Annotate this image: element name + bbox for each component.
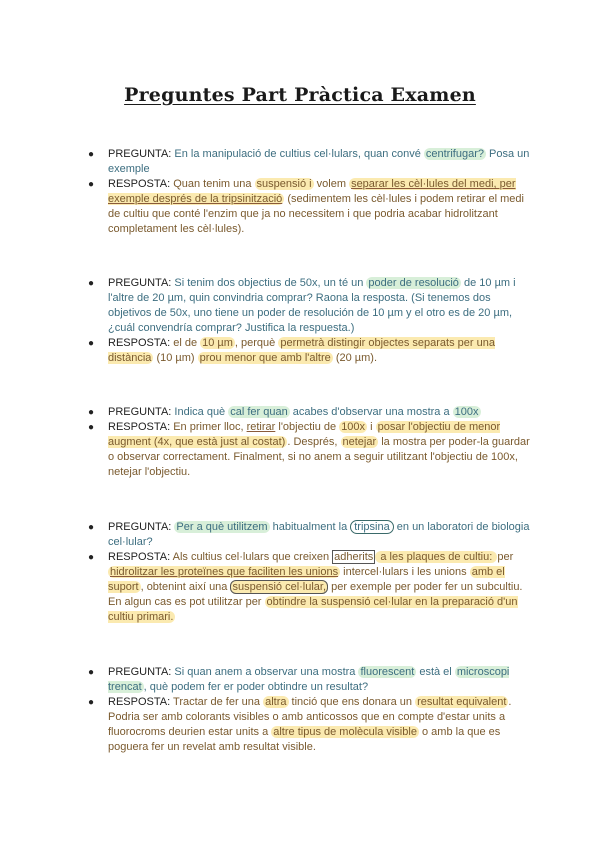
answer-item: [0, 177, 600, 237]
question-label: PREGUNTA:: [108, 521, 172, 533]
answer-segment: 100x: [341, 421, 366, 433]
answer-segment: altre tipus de molècula visible: [273, 726, 417, 738]
answer-segment: Als cultius cel·lulars que creixen: [170, 551, 333, 563]
bullet-icon: ●: [88, 667, 95, 678]
question-segment: Indica què: [171, 406, 229, 418]
answer-segment: permetrà distingir objectes separats per una distància: [108, 337, 495, 364]
answer-item: [0, 336, 600, 366]
answer-segment: l'objectiu de: [275, 421, 340, 433]
question-text: [108, 520, 529, 548]
page-title: Preguntes Part Pràctica Examen: [124, 84, 476, 106]
bullet-icon: ●: [88, 422, 95, 433]
answer-segment: suspensió i: [256, 178, 312, 190]
answer-segment: En primer lloc,: [170, 421, 247, 433]
answer-segment: separar les cèl·lules del medi, per exemple després de la tripsinització: [108, 178, 516, 205]
qa-block-4: [0, 520, 600, 625]
answer-segment: 10 µm: [202, 337, 233, 349]
question-label: PREGUNTA:: [108, 666, 172, 678]
answer-segment: tinció que ens donara un: [288, 696, 416, 708]
question-item: [0, 147, 600, 177]
answer-segment: (sedimentem les cèl·lules i podem retirar el medi de cultiu que conté l'enzim que ja no necessitem i que podria acabar hidrolitzant completament les cèl·lules).: [108, 193, 524, 235]
question-segment: està el: [416, 666, 455, 678]
answer-segment: hidrolitzar les proteïnes que faciliten les unions: [110, 566, 339, 578]
bullet-icon: ●: [88, 278, 95, 289]
answer-segment: retirar: [246, 421, 276, 433]
answer-segment: resultat equivalent: [417, 696, 507, 708]
answer-segment: . Després,: [287, 436, 341, 448]
qa-block-2: [0, 276, 600, 366]
question-item: [0, 665, 600, 695]
question-segment: En la manipulació de cultius cel·lulars, quan convé: [171, 148, 424, 160]
question-segment: Per a què utilitzem: [176, 521, 268, 533]
question-segment: microscopi trencat: [108, 666, 510, 693]
answer-text: [108, 421, 530, 478]
answer-segment: a les plaques de cultiu:: [377, 551, 496, 563]
answer-segment: (10 µm): [153, 352, 198, 364]
answer-label: RESPOSTA:: [108, 551, 171, 563]
answer-item: [0, 695, 600, 755]
answer-item: [0, 420, 600, 480]
bullet-icon: ●: [88, 149, 95, 160]
answer-segment: adherits: [334, 551, 374, 563]
question-segment: centrifugar?: [425, 148, 484, 160]
qa-block-5: [0, 665, 600, 755]
question-text: [171, 406, 480, 418]
bullet-icon: ●: [88, 407, 95, 418]
answer-segment: posar l'objectiu de menor augment (4x, que està just al costat): [108, 421, 501, 448]
bullet-icon: ●: [88, 179, 95, 190]
qa-block-1: [0, 147, 600, 237]
bullet-icon: ●: [88, 522, 95, 533]
question-segment: poder de resolució: [368, 277, 459, 289]
answer-segment: la mostra per poder-la guardar o observar correctament. Finalment, si no anem a seguir utilitzant l'objectiu de 100x, netejar l'objectiu.: [108, 436, 530, 478]
question-segment: habitualment la: [269, 521, 351, 533]
answer-segment: per: [497, 551, 514, 563]
bullet-icon: ●: [88, 697, 95, 708]
question-segment: fluorescent: [360, 666, 415, 678]
question-segment: de 10 µm i l'altre de 20 µm, quin convindria comprar? Raona la resposta. (Si tenemos dos objetivos de 50x, uno tiene un poder de resolución de 10 µm y el otro es de 20 µm, ¿cuál convendría comprar? Justifica la respuesta.): [108, 277, 516, 334]
answer-segment: , perquè: [234, 337, 279, 349]
answer-segment: per exemple per poder fer un subcultiu. En algun cas es pot utilitzar per: [108, 581, 523, 608]
question-segment: cal fer quan: [230, 406, 288, 418]
answer-text: [108, 550, 523, 623]
answer-segment: amb el suport: [108, 566, 505, 593]
answer-item: [0, 550, 600, 625]
answer-segment: o amb la que es poguera fer un revelat amb resultat visible.: [108, 726, 501, 753]
answer-segment: netejar: [342, 436, 377, 448]
question-segment: acabes d'observar una mostra a: [289, 406, 453, 418]
answer-label: RESPOSTA:: [108, 696, 171, 708]
answer-segment: Quan tenim una: [170, 178, 255, 190]
answer-segment: el de: [170, 337, 201, 349]
answer-segment: Tractar de fer una: [170, 696, 264, 708]
question-text: [108, 148, 529, 175]
bullet-icon: ●: [88, 552, 95, 563]
answer-label: RESPOSTA:: [108, 337, 171, 349]
answer-segment: intercel·lulars i les unions: [340, 566, 470, 578]
answer-segment: suspensió cel·lular,: [232, 581, 327, 593]
bullet-icon: ●: [88, 338, 95, 349]
question-segment: , què podem fer er poder obtindre un resultat?: [143, 681, 369, 693]
question-item: [0, 405, 600, 420]
answer-label: RESPOSTA:: [108, 178, 171, 190]
question-segment: en un laboratori de biologia cel·lular?: [108, 521, 530, 548]
answer-segment: . Podria ser amb colorants visibles o amb anticossos que en compte d'estar units a fluorocroms deurien estar units a: [108, 696, 512, 738]
answer-segment: obtindre la suspensió cel·lular en la preparació d'un cultiu primari.: [108, 596, 518, 623]
question-item: [0, 520, 600, 550]
answer-segment: volem: [313, 178, 350, 190]
question-segment: tripsina: [350, 520, 393, 534]
qa-block-3: [0, 405, 600, 480]
answer-segment: prou menor que amb l'altre: [199, 352, 331, 364]
question-label: PREGUNTA:: [108, 148, 172, 160]
question-segment: Posa un exemple: [108, 148, 530, 175]
question-segment: Si tenim dos objectius de 50x, un té un: [171, 277, 367, 289]
question-item: [0, 276, 600, 336]
answer-segment: (20 µm).: [332, 352, 378, 364]
question-label: PREGUNTA:: [108, 277, 172, 289]
answer-text: [108, 178, 524, 235]
question-segment: Si quan anem a observar una mostra: [171, 666, 359, 678]
answer-segment: i: [367, 421, 376, 433]
answer-segment: altra: [265, 696, 287, 708]
question-segment: 100x: [454, 406, 479, 418]
answer-label: RESPOSTA:: [108, 421, 171, 433]
question-label: PREGUNTA:: [108, 406, 172, 418]
answer-segment: , obtenint així una: [140, 581, 231, 593]
